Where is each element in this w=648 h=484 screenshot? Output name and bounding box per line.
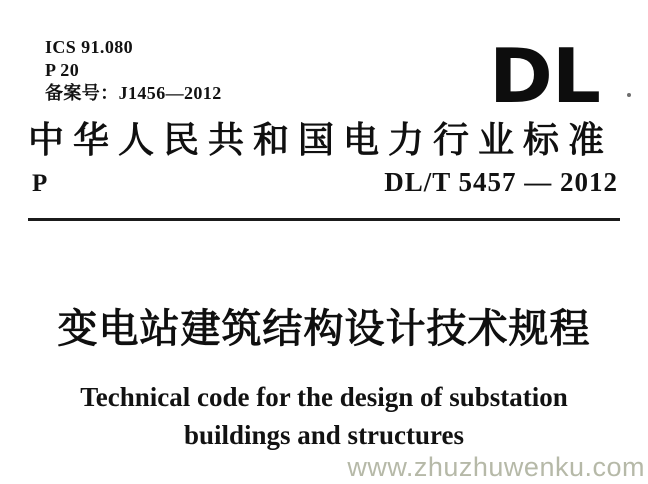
title-chinese: 变电站建筑结构设计技术规程 — [57, 307, 591, 351]
standard-number: DL/T 5457 — 2012 — [384, 167, 618, 197]
dl-logo: DL — [489, 34, 600, 121]
scan-dot-mark — [627, 93, 631, 97]
standard-number-row — [32, 167, 618, 198]
title-english-line1: Technical code for the design of substation — [80, 382, 568, 412]
title-english — [0, 378, 648, 454]
record-number: 备案号：J1456—2012 — [45, 83, 222, 103]
ics-code: ICS 91.080 — [45, 37, 134, 57]
watermark-text: www.zhuzhuwenku.com — [347, 452, 645, 482]
category-letter: P — [32, 170, 48, 197]
divider-line — [28, 218, 620, 221]
title-english-line2: buildings and structures — [183, 420, 465, 450]
document-meta-block — [45, 36, 222, 105]
standard-org-name: 中华人民共和国电力行业标准 — [28, 120, 614, 160]
classification-code: P 20 — [45, 60, 80, 80]
